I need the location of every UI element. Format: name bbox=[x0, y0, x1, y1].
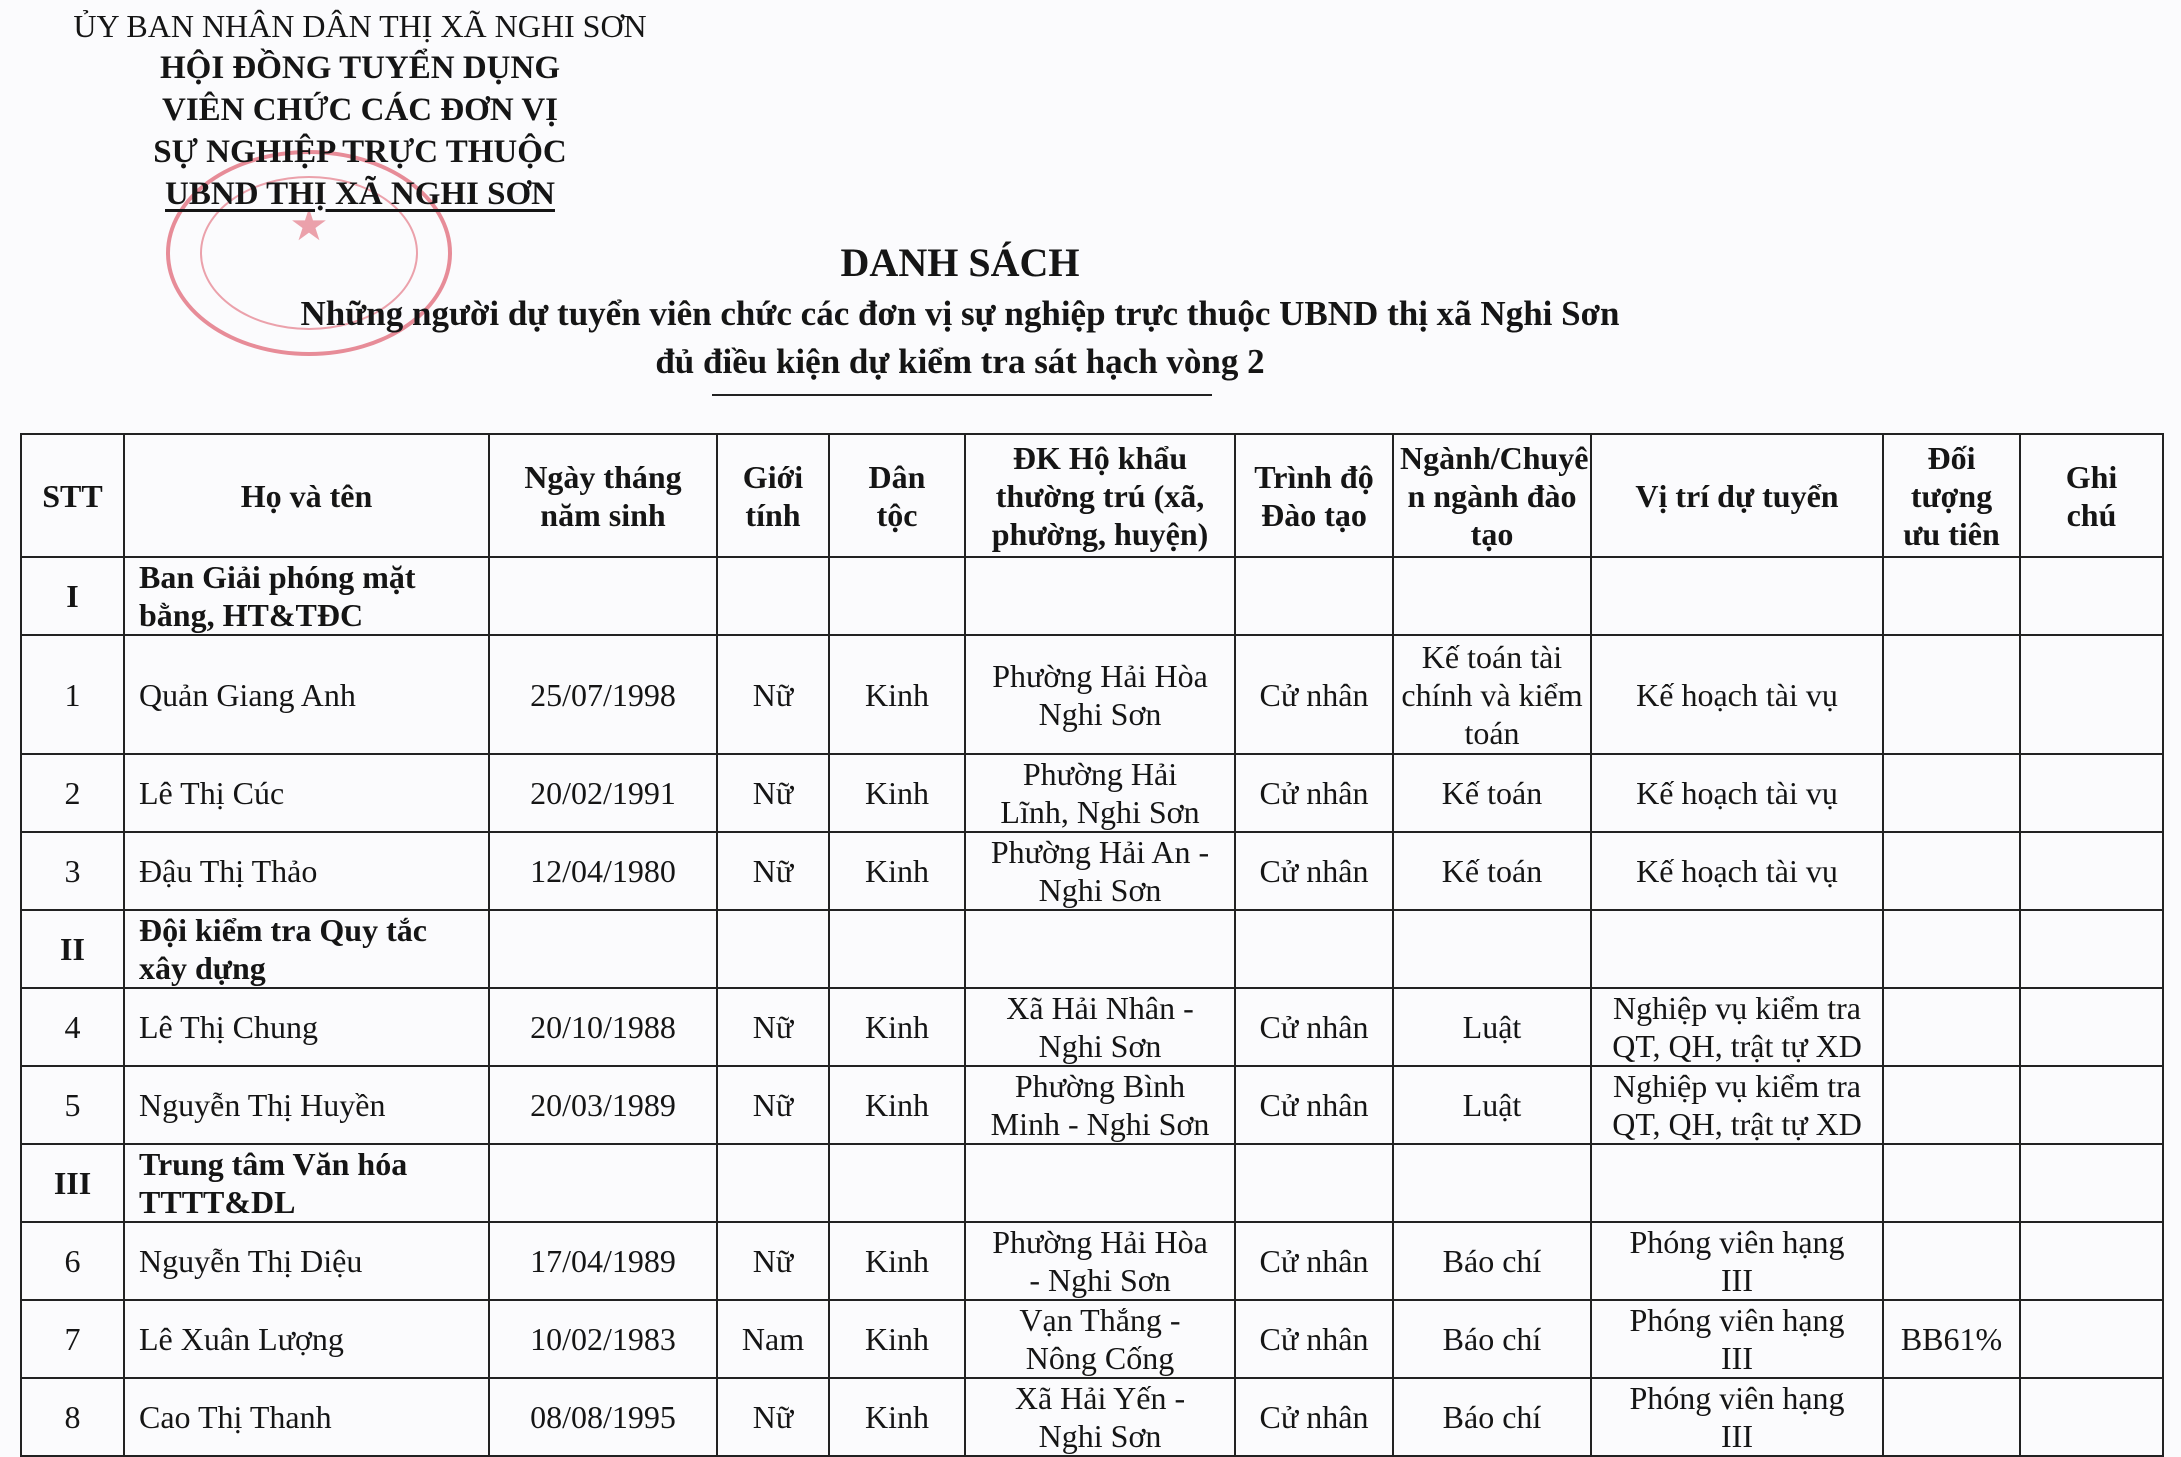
cell-name: Lê Thị Chung bbox=[124, 988, 489, 1066]
cell-residence: Phường Hải Hòa Nghi Sơn bbox=[965, 635, 1235, 754]
cell-position: Phóng viên hạng III bbox=[1591, 1222, 1883, 1300]
cell-dob: 12/04/1980 bbox=[489, 832, 717, 910]
cell-gender: Nữ bbox=[717, 1066, 829, 1144]
document-subtitle-line: Những người dự tuyển viên chức các đơn vị sự nghiệp trực thuộc UBND thị xã Nghi Sơn bbox=[300, 294, 1620, 333]
table-row bbox=[21, 1222, 2163, 1300]
cell-education: Cử nhân bbox=[1235, 988, 1393, 1066]
cell-major: Kế toán bbox=[1393, 832, 1591, 910]
cell-note bbox=[2020, 1222, 2163, 1300]
cell-note bbox=[2020, 754, 2163, 832]
cell-note bbox=[2020, 1378, 2163, 1456]
cell-major: Luật bbox=[1393, 988, 1591, 1066]
council-name bbox=[0, 47, 720, 215]
cell-ethnicity: Kinh bbox=[829, 635, 965, 754]
cell-note bbox=[2020, 1066, 2163, 1144]
group-code: I bbox=[21, 557, 124, 635]
cell-residence: Xã Hải Yến - Nghi Sơn bbox=[965, 1378, 1235, 1456]
agency-name: ỦY BAN NHÂN DÂN THỊ XÃ NGHI SƠN bbox=[73, 8, 647, 44]
cell-stt: 2 bbox=[21, 754, 124, 832]
col-header-priority: Đối tượng ưu tiên bbox=[1883, 434, 2020, 557]
cell-dob: 08/08/1995 bbox=[489, 1378, 717, 1456]
group-name: Ban Giải phóng mặt bằng, HT&TĐC bbox=[124, 557, 489, 635]
cell-priority bbox=[1883, 1066, 2020, 1144]
col-header-dob: Ngày tháng năm sinh bbox=[489, 434, 717, 557]
cell-stt: 7 bbox=[21, 1300, 124, 1378]
table-row bbox=[21, 988, 2163, 1066]
cell-stt: 5 bbox=[21, 1066, 124, 1144]
cell-gender: Nữ bbox=[717, 832, 829, 910]
cell-dob: 20/03/1989 bbox=[489, 1066, 717, 1144]
cell-gender: Nữ bbox=[717, 754, 829, 832]
cell-residence: Phường Hải An - Nghi Sơn bbox=[965, 832, 1235, 910]
cell-ethnicity: Kinh bbox=[829, 1378, 965, 1456]
table-row bbox=[21, 635, 2163, 754]
cell-major: Luật bbox=[1393, 1066, 1591, 1144]
cell-major: Kế toán bbox=[1393, 754, 1591, 832]
cell-stt: 4 bbox=[21, 988, 124, 1066]
cell-priority bbox=[1883, 1222, 2020, 1300]
col-header-name: Họ và tên bbox=[124, 434, 489, 557]
col-header-position: Vị trí dự tuyển bbox=[1591, 434, 1883, 557]
group-code: III bbox=[21, 1144, 124, 1222]
group-code: II bbox=[21, 910, 124, 988]
seal-star-icon: ★ bbox=[289, 201, 329, 250]
cell-education: Cử nhân bbox=[1235, 832, 1393, 910]
table-row bbox=[21, 1066, 2163, 1144]
cell-stt: 3 bbox=[21, 832, 124, 910]
cell-stt: 1 bbox=[21, 635, 124, 754]
document-subtitle-line: đủ điều kiện dự kiểm tra sát hạch vòng 2 bbox=[655, 342, 1265, 381]
cell-dob: 10/02/1983 bbox=[489, 1300, 717, 1378]
cell-major: Báo chí bbox=[1393, 1222, 1591, 1300]
cell-priority bbox=[1883, 1378, 2020, 1456]
cell-note bbox=[2020, 988, 2163, 1066]
cell-gender: Nữ bbox=[717, 1222, 829, 1300]
table-row bbox=[21, 1378, 2163, 1456]
group-row bbox=[21, 557, 2163, 635]
cell-priority: BB61% bbox=[1883, 1300, 2020, 1378]
group-row bbox=[21, 910, 2163, 988]
cell-position: Kế hoạch tài vụ bbox=[1591, 635, 1883, 754]
cell-note bbox=[2020, 635, 2163, 754]
cell-residence: Xã Hải Nhân - Nghi Sơn bbox=[965, 988, 1235, 1066]
table-row bbox=[21, 1300, 2163, 1378]
cell-name: Nguyễn Thị Diệu bbox=[124, 1222, 489, 1300]
council-line: HỘI ĐỒNG TUYỂN DỤNG bbox=[159, 50, 560, 86]
cell-note bbox=[2020, 832, 2163, 910]
cell-dob: 20/10/1988 bbox=[489, 988, 717, 1066]
cell-dob: 25/07/1998 bbox=[489, 635, 717, 754]
cell-note bbox=[2020, 1300, 2163, 1378]
cell-position: Kế hoạch tài vụ bbox=[1591, 754, 1883, 832]
cell-position: Nghiệp vụ kiểm tra QT, QH, trật tự XD bbox=[1591, 1066, 1883, 1144]
table-row bbox=[21, 832, 2163, 910]
document-heading bbox=[220, 236, 1700, 386]
col-header-major: Ngành/Chuyê n ngành đào tạo bbox=[1393, 434, 1591, 557]
col-header-note: Ghi chú bbox=[2020, 434, 2163, 557]
title-divider bbox=[712, 394, 1212, 396]
cell-ethnicity: Kinh bbox=[829, 1222, 965, 1300]
cell-priority bbox=[1883, 635, 2020, 754]
cell-priority bbox=[1883, 754, 2020, 832]
cell-stt: 8 bbox=[21, 1378, 124, 1456]
cell-residence: Phường Hải Hòa - Nghi Sơn bbox=[965, 1222, 1235, 1300]
cell-dob: 20/02/1991 bbox=[489, 754, 717, 832]
group-name: Đội kiểm tra Quy tắc xây dựng bbox=[124, 910, 489, 988]
cell-major: Báo chí bbox=[1393, 1300, 1591, 1378]
cell-name: Lê Xuân Lượng bbox=[124, 1300, 489, 1378]
cell-gender: Nữ bbox=[717, 1378, 829, 1456]
cell-gender: Nam bbox=[717, 1300, 829, 1378]
council-line: UBND THỊ XÃ NGHI SƠN bbox=[165, 176, 555, 212]
group-name: Trung tâm Văn hóa TTTT&DL bbox=[124, 1144, 489, 1222]
cell-ethnicity: Kinh bbox=[829, 988, 965, 1066]
cell-gender: Nữ bbox=[717, 635, 829, 754]
cell-position: Nghiệp vụ kiểm tra QT, QH, trật tự XD bbox=[1591, 988, 1883, 1066]
cell-residence: Phường Bình Minh - Nghi Sơn bbox=[965, 1066, 1235, 1144]
issuing-authority bbox=[0, 5, 720, 215]
cell-name: Cao Thị Thanh bbox=[124, 1378, 489, 1456]
cell-residence: Vạn Thắng - Nông Cống bbox=[965, 1300, 1235, 1378]
council-line: VIÊN CHỨC CÁC ĐƠN VỊ bbox=[161, 92, 559, 128]
col-header-residence: ĐK Hộ khẩu thường trú (xã, phường, huyện) bbox=[965, 434, 1235, 557]
cell-ethnicity: Kinh bbox=[829, 832, 965, 910]
cell-ethnicity: Kinh bbox=[829, 1066, 965, 1144]
cell-position: Phóng viên hạng III bbox=[1591, 1378, 1883, 1456]
table-row bbox=[21, 754, 2163, 832]
cell-name: Lê Thị Cúc bbox=[124, 754, 489, 832]
cell-education: Cử nhân bbox=[1235, 1066, 1393, 1144]
document-title: DANH SÁCH bbox=[840, 240, 1080, 285]
col-header-stt: STT bbox=[21, 434, 124, 557]
cell-ethnicity: Kinh bbox=[829, 1300, 965, 1378]
cell-position: Kế hoạch tài vụ bbox=[1591, 832, 1883, 910]
candidate-table bbox=[20, 433, 2164, 1457]
col-header-ethnicity: Dân tộc bbox=[829, 434, 965, 557]
cell-stt: 6 bbox=[21, 1222, 124, 1300]
cell-name: Quản Giang Anh bbox=[124, 635, 489, 754]
cell-residence: Phường Hải Lĩnh, Nghi Sơn bbox=[965, 754, 1235, 832]
cell-major: Báo chí bbox=[1393, 1378, 1591, 1456]
cell-priority bbox=[1883, 832, 2020, 910]
col-header-gender: Giới tính bbox=[717, 434, 829, 557]
cell-name: Đậu Thị Thảo bbox=[124, 832, 489, 910]
council-line: SỰ NGHIỆP TRỰC THUỘC bbox=[153, 134, 567, 170]
cell-education: Cử nhân bbox=[1235, 1300, 1393, 1378]
cell-dob: 17/04/1989 bbox=[489, 1222, 717, 1300]
cell-position: Phóng viên hạng III bbox=[1591, 1300, 1883, 1378]
cell-priority bbox=[1883, 988, 2020, 1066]
cell-major: Kế toán tài chính và kiểm toán bbox=[1393, 635, 1591, 754]
col-header-education: Trình độ Đào tạo bbox=[1235, 434, 1393, 557]
table-header-row bbox=[21, 434, 2163, 557]
group-row bbox=[21, 1144, 2163, 1222]
cell-education: Cử nhân bbox=[1235, 1222, 1393, 1300]
cell-ethnicity: Kinh bbox=[829, 754, 965, 832]
cell-education: Cử nhân bbox=[1235, 1378, 1393, 1456]
cell-name: Nguyễn Thị Huyền bbox=[124, 1066, 489, 1144]
cell-education: Cử nhân bbox=[1235, 754, 1393, 832]
cell-gender: Nữ bbox=[717, 988, 829, 1066]
cell-education: Cử nhân bbox=[1235, 635, 1393, 754]
